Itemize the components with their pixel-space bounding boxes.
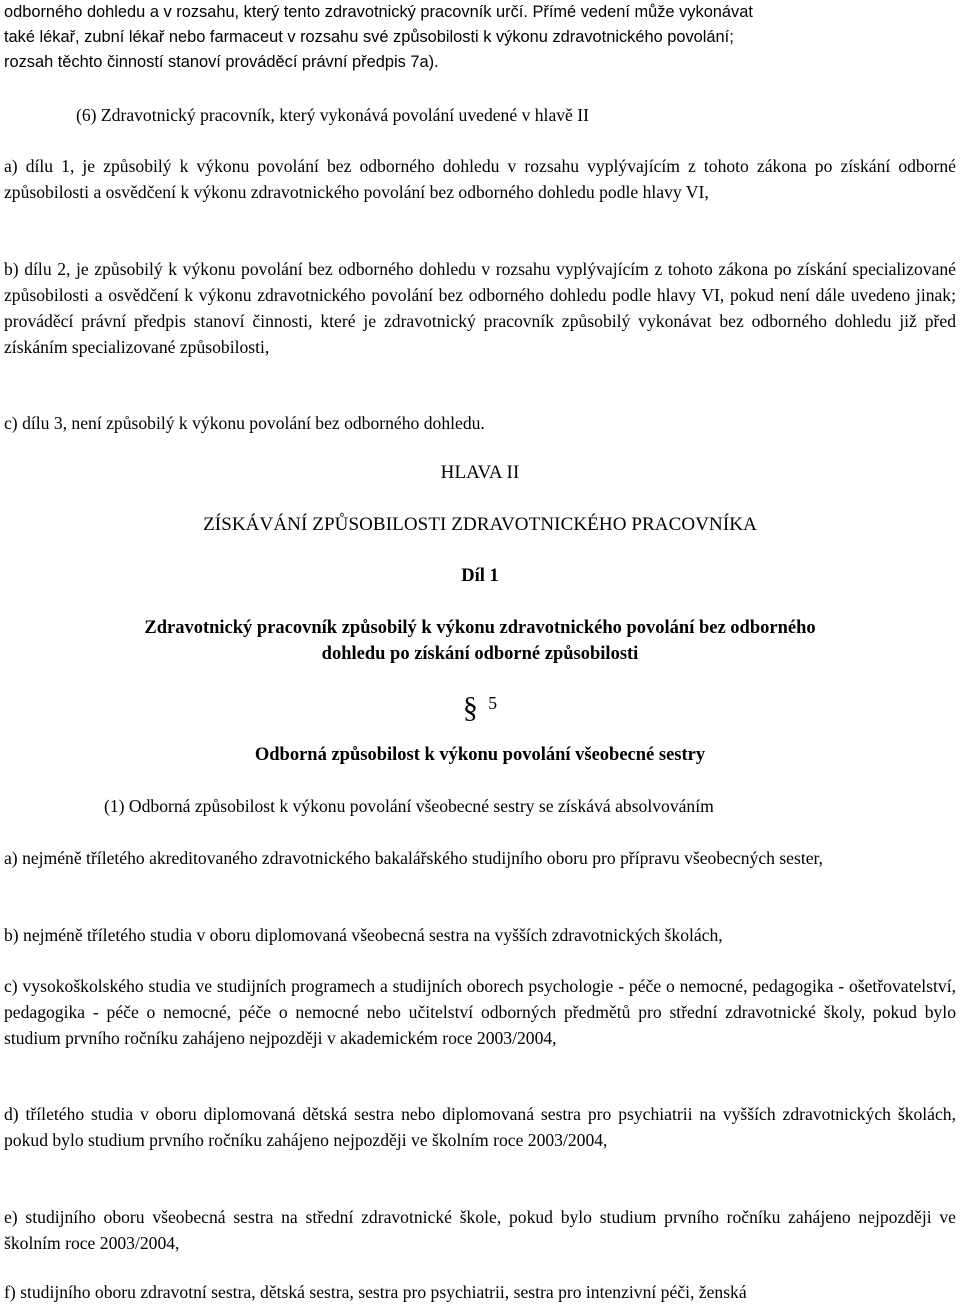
paragraph-6-item-b: b) dílu 2, je způsobilý k výkonu povolání bez odborného dohledu v rozsahu vyplývajícím z tohoto zákona po získání specializované způsobilosti a osvědčení k výkonu zdravotnického povolání bez odborného dohledu podle hlavy VI, pokud není dále uvedeno jinak; prováděcí právní předpis stanoví činnosti, které je zdravotnický pracovník způsobilý vykonávat bez odborného dohledu již před získáním specializované způsobilosti, xyxy=(4,259,956,357)
intro-line-1: odborného dohledu a v rozsahu, který tento zdravotnický pracovník určí. Přímé vedení může vykonávat xyxy=(4,3,753,21)
division-title-line-1: Zdravotnický pracovník způsobilý k výkonu zdravotnického povolání bez odborného xyxy=(144,618,816,638)
paragraph-6-item-a: a) dílu 1, je způsobilý k výkonu povolání bez odborného dohledu v rozsahu vyplývajícím z tohoto zákona po získání odborné způsobilosti a osvědčení k výkonu zdravotnického povolání bez odborného dohledu podle hlavy VI, xyxy=(4,156,956,202)
paragraph-1-item-e: e) studijního oboru všeobecná sestra na střední zdravotnické škole, pokud bylo studium prvního ročníku zahájeno nejpozději ve školním roce 2003/2004, xyxy=(4,1207,956,1253)
paragraph-1-item-c: c) vysokoškolského studia ve studijních programech a studijních oborech psychologie - péče o nemocné, pedagogika - ošetřovatelství, pedagogika - péče o nemocné, péče o nemocné nebo učitelství odborných předmětů pro střední zdravotnické školy, pokud bylo studium prvního ročníku zahájeno nejpozději v akademickém roce 2003/2004, xyxy=(4,976,956,1048)
division-title xyxy=(4,615,956,667)
paragraph-1-item-d: d) tříletého studia v oboru diplomovaná dětská sestra nebo diplomovaná sestra pro psychiatrii na vyšších zdravotnických školách, pokud bylo studium prvního ročníku zahájeno nejpozději ve školním roce 2003/2004, xyxy=(4,1104,956,1150)
paragraph-6-item-c: c) dílu 3, není způsobilý k výkonu povolání bez odborného dohledu. xyxy=(4,413,485,433)
section-number-value: 5 xyxy=(488,693,498,713)
intro-line-2: také lékař, zubní lékař nebo farmaceut v rozsahu své způsobilosti k výkonu zdravotnického povolání; xyxy=(4,28,734,46)
paragraph-1-item-f: f) studijního oboru zdravotní sestra, dětská sestra, sestra pro psychiatrii, sestra pro intenzivní péči, ženská xyxy=(4,1282,747,1302)
division-title-line-2: dohledu po získání odborné způsobilosti xyxy=(321,644,639,664)
section-sign-icon: § xyxy=(462,691,478,724)
section-number xyxy=(4,690,956,723)
paragraph-1-lead: (1) Odborná způsobilost k výkonu povolání všeobecné sestry se získává absolvováním xyxy=(104,796,714,816)
paragraph-1-item-a: a) nejméně tříletého akreditovaného zdravotnického bakalářského studijního oboru pro přípravu všeobecných sester, xyxy=(4,848,824,868)
part-heading: HLAVA II xyxy=(440,462,520,483)
division-heading: Díl 1 xyxy=(461,566,499,586)
part-title: ZÍSKÁVÁNÍ ZPŮSOBILOSTI ZDRAVOTNICKÉHO PRACOVNÍKA xyxy=(203,514,757,535)
section-title: Odborná způsobilost k výkonu povolání všeobecné sestry xyxy=(254,745,706,765)
paragraph-6-lead: (6) Zdravotnický pracovník, který vykonává povolání uvedené v hlavě II xyxy=(76,105,589,125)
paragraph-1-item-b: b) nejméně tříletého studia v oboru diplomovaná všeobecná sestra na vyšších zdravotnických školách, xyxy=(4,925,723,945)
intro-line-3: rozsah těchto činností stanoví prováděcí právní předpis 7a). xyxy=(4,53,439,71)
intro-paragraph xyxy=(4,0,956,75)
